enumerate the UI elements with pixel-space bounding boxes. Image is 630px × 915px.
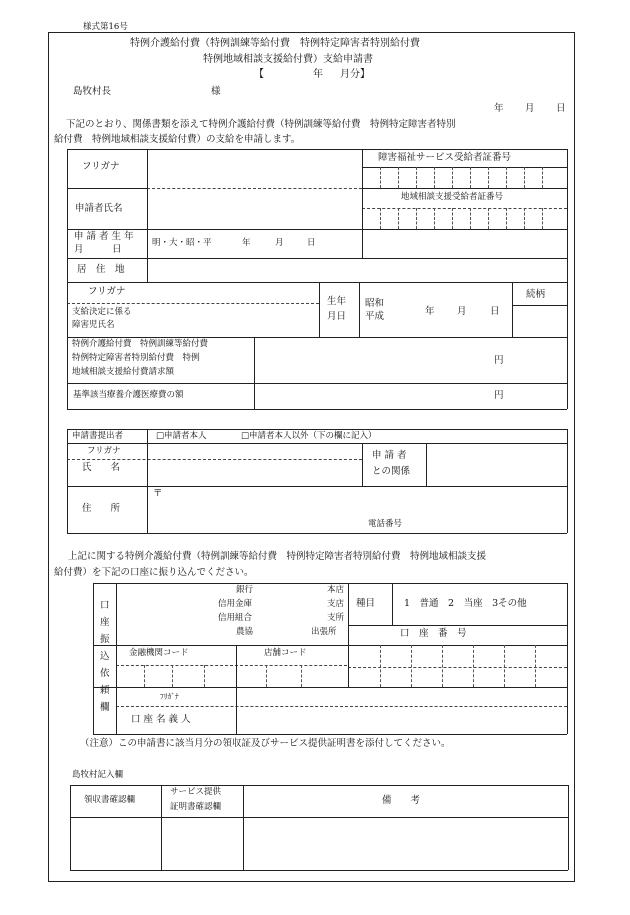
consult-number-label: 地域相談支援受給者証番号: [401, 192, 504, 202]
submitter-phone-label: 電話番号: [368, 519, 403, 529]
submitter-relation-label-2: との関係: [372, 466, 411, 477]
child-name-label-2: 障害児氏名: [72, 320, 115, 330]
child-birth-month: 月: [457, 306, 467, 317]
bank-type-kumiai: 信用組合: [218, 613, 253, 623]
applicant-birth-label-2: 月 日: [74, 244, 122, 255]
bank-side-char: 込: [100, 651, 110, 662]
child-furigana-label: フリガナ: [88, 286, 126, 297]
attachment-note: （注意）この申請書に該当月分の領収証及びサービス提供証明書を添付してください。: [80, 738, 451, 749]
submitter-option-other[interactable]: □申請者本人以外（下の欄に記入）: [241, 431, 377, 441]
claim-label-2: 特例特定障害者特別給付費 特例: [72, 353, 200, 363]
child-name-label-1: 支給決定に係る: [72, 307, 132, 317]
postal-mark: 〒: [153, 488, 163, 499]
holder-name-label: 口 座 名 義 人: [131, 714, 191, 725]
bank-side-char: 依: [100, 668, 110, 679]
remarks-label: 備 考: [382, 795, 421, 806]
submitter-option-self[interactable]: □申請者本人: [156, 431, 207, 441]
applicant-furigana-label: フリガナ: [82, 161, 120, 172]
receipt-check-label: 領収書確認欄: [84, 795, 136, 805]
submitter-label: 申請書提出者: [72, 431, 124, 441]
holder-furigana-label: ﾌﾘｶﾞﾅ: [160, 692, 179, 701]
form-title-line2: 特例地域相談支援給付費）支給申請書: [203, 54, 373, 65]
submitter-name-label: 氏 名: [82, 462, 121, 473]
addressee-suffix: 様: [211, 86, 221, 97]
claim-unit: 円: [494, 355, 504, 366]
account-number-label: 口 座 番 号: [400, 628, 467, 639]
period-open: 【: [254, 69, 264, 80]
applicant-birth-month: 月: [275, 238, 284, 248]
service-cert-label-2: 証明書確認欄: [170, 802, 222, 812]
submitter-furigana-label: フリガナ: [87, 446, 121, 456]
bank-type-bank: 銀行: [236, 585, 254, 595]
account-kind-options[interactable]: 1 普通 2 当座 3その他: [404, 598, 527, 609]
branch-code-label: 店舗コード: [264, 648, 307, 658]
account-kind-label: 種目: [356, 598, 376, 609]
bank-type-shinkin: 信用金庫: [218, 599, 253, 609]
child-birth-label-1: 生年: [327, 296, 347, 307]
branch-type-head: 本店: [327, 585, 345, 595]
form-number: 様式第16号: [83, 22, 128, 32]
period-month: 月分】: [340, 69, 370, 80]
applicant-birth-year: 年: [242, 238, 251, 248]
institution-code-label: 金融機関コード: [129, 648, 189, 658]
submitter-relation-label-1: 申 請 者: [372, 450, 407, 461]
submitter-address-label: 住 所: [82, 503, 121, 514]
bank-side-char: 欄: [100, 702, 110, 713]
applicant-name-label: 申請者氏名: [75, 203, 123, 214]
branch-type-office: 支所: [327, 613, 345, 623]
child-birth-day: 日: [490, 306, 500, 317]
applicant-birth-label-1: 申 請 者 生 年: [74, 231, 134, 242]
bank-type-nokyo: 農協: [236, 627, 254, 637]
addressee: 島牧村長: [73, 86, 112, 97]
bank-side-char: 口: [100, 600, 110, 611]
intro-line1: 下記のとおり、関係書類を添えて特例介護給付費（特例訓練等給付費 特例特定障害者特別: [66, 119, 456, 130]
child-era-showa: 昭和: [365, 298, 385, 309]
service-cert-label-1: サービス提供: [170, 787, 222, 797]
child-relation-label: 続柄: [526, 289, 546, 300]
period-year: 年: [313, 69, 323, 80]
standard-amount-label: 基準該当療養介護医療費の額: [73, 390, 184, 400]
village-section-label: 島牧村記入欄: [72, 770, 124, 780]
branch-type-outpost: 出張所: [311, 627, 337, 637]
bank-intro-line1: 上記に関する特例介護給付費（特例訓練等給付費 特例特定障害者特別給付費 特例地域相談支援: [68, 551, 487, 562]
applicant-birth-eras: 明・大・昭・平: [152, 238, 212, 248]
service-number-label: 障害福祉サービス受給者証番号: [378, 152, 512, 163]
form-title-line1: 特例介護給付費（特例訓練等給付費 特例特定障害者特別給付費: [130, 38, 420, 49]
standard-amount-unit: 円: [494, 390, 504, 401]
date-year: 年: [494, 103, 504, 114]
bank-intro-line2: 給付費）を下記の口座に振り込んでください。: [54, 567, 254, 578]
child-birth-year: 年: [425, 306, 435, 317]
date-day: 日: [556, 103, 566, 114]
date-month: 月: [525, 103, 535, 114]
bank-side-char: 振: [100, 634, 110, 645]
applicant-birth-day: 日: [307, 238, 316, 248]
child-era-heisei: 平成: [365, 311, 385, 322]
intro-line2: 給付費 特例地域相談支援給付費）の支給を申請します。: [54, 134, 301, 145]
claim-label-3: 地域相談支援給付費請求額: [72, 367, 175, 377]
bank-side-char: 頼: [100, 685, 110, 696]
applicant-address-label: 居 住 地: [77, 264, 125, 275]
branch-type-branch: 支店: [327, 599, 345, 609]
child-birth-label-2: 月日: [327, 311, 347, 322]
bank-side-char: 座: [100, 617, 110, 628]
claim-label-1: 特例介護給付費 特例訓練等給付費: [72, 339, 209, 349]
